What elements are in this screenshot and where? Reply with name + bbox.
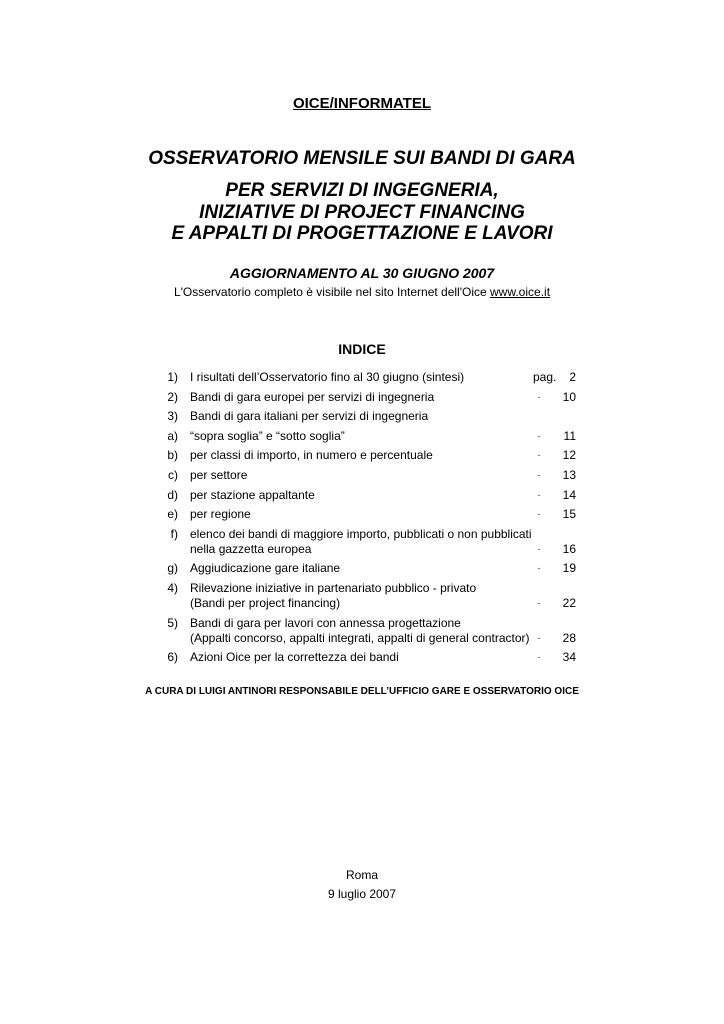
toc-item-number: 3) bbox=[167, 409, 178, 424]
page-dash: - bbox=[537, 563, 541, 574]
city: Roma bbox=[345, 868, 378, 882]
toc-item-page: 12 bbox=[562, 448, 576, 463]
page-dash: - bbox=[537, 509, 541, 520]
toc-item bbox=[150, 561, 590, 576]
title-line-3: INIZIATIVE DI PROJECT FINANCING bbox=[199, 202, 525, 223]
title-line-4: E APPALTI DI PROGETTAZIONE E LAVORI bbox=[171, 223, 553, 244]
toc-item-number: 1) bbox=[167, 370, 178, 384]
credit-line: A CURA DI LUIGI ANTINORI RESPONSABILE DELL’UFFICIO GARE E OSSERVATORIO OICE bbox=[145, 686, 579, 697]
toc-item-number: d) bbox=[167, 487, 178, 502]
website-note bbox=[0, 285, 724, 299]
page-dash: - bbox=[537, 598, 541, 608]
toc-item-number: a) bbox=[167, 428, 178, 443]
toc-item-page: 11 bbox=[563, 428, 576, 443]
toc-item-text: Rilevazione iniziative in partenariato pubblico - privato bbox=[190, 581, 477, 595]
toc-item bbox=[150, 650, 590, 665]
toc-item-text: per classi di importo, in numero e percentuale bbox=[190, 448, 433, 463]
page-dash: - bbox=[537, 450, 541, 461]
toc-item bbox=[150, 468, 590, 483]
toc-item-number: 6) bbox=[167, 650, 178, 665]
toc-item bbox=[150, 370, 590, 385]
toc-item bbox=[150, 429, 590, 444]
toc-item-page: 19 bbox=[562, 561, 576, 576]
toc-item-page: 28 bbox=[562, 630, 576, 645]
toc-item-page: 14 bbox=[562, 487, 576, 502]
update-date: AGGIORNAMENTO AL 30 GIUGNO 2007 bbox=[229, 265, 495, 281]
toc-item bbox=[150, 527, 590, 557]
toc-item-number: b) bbox=[167, 448, 178, 463]
toc-item-text: Aggiudicazione gare italiane bbox=[190, 561, 341, 576]
toc-item-text: per regione bbox=[190, 507, 251, 522]
toc-item-text: (Bandi per project financing) bbox=[190, 596, 341, 610]
toc-item-number: f) bbox=[170, 526, 178, 541]
toc-item-text: Azioni Oice per la correttezza dei bandi bbox=[190, 650, 399, 665]
toc-item-page: 10 bbox=[562, 389, 576, 404]
toc-item-page: 2 bbox=[569, 370, 576, 384]
title-line-2: PER SERVIZI DI INGEGNERIA, bbox=[225, 180, 499, 201]
page-dash: - bbox=[537, 543, 541, 554]
toc-item bbox=[150, 488, 590, 503]
toc-item bbox=[150, 390, 590, 405]
publication-date: 9 luglio 2007 bbox=[327, 887, 397, 901]
title-line-1: OSSERVATORIO MENSILE SUI BANDI DI GARA bbox=[148, 148, 576, 169]
page-dash: - bbox=[537, 430, 541, 441]
toc-item-text: elenco dei bandi di maggiore importo, pubblicati o non pubblicati bbox=[190, 526, 532, 541]
toc-item-text: “sopra soglia” e “sotto soglia” bbox=[190, 428, 345, 443]
toc-item-number: e) bbox=[167, 507, 178, 522]
toc-item-text: per stazione appaltante bbox=[190, 487, 315, 502]
website-link[interactable]: www.oice.it bbox=[490, 285, 551, 299]
index-title: INDICE bbox=[338, 341, 386, 357]
toc-item-text: Bandi di gara per lavori con annessa progettazione bbox=[190, 615, 461, 630]
toc-item-number: 2) bbox=[167, 389, 178, 404]
page-dash: - bbox=[537, 632, 541, 643]
toc-item-number: g) bbox=[167, 561, 178, 576]
page-dash: - bbox=[537, 391, 541, 402]
toc-item-page: 34 bbox=[562, 650, 576, 665]
toc-item-page: 16 bbox=[562, 541, 576, 556]
toc-item-text: Bandi di gara italiani per servizi di ingegneria bbox=[190, 409, 429, 424]
page-dash: - bbox=[537, 470, 541, 480]
page-dash: - bbox=[537, 489, 541, 500]
toc-item-number: c) bbox=[168, 468, 178, 482]
toc-item-text: Bandi di gara europei per servizi di ingegneria bbox=[190, 389, 435, 404]
toc-item-text: I risultati dell’Osservatorio fino al 30 giugno (sintesi) bbox=[190, 370, 465, 384]
toc-item bbox=[150, 507, 590, 522]
toc-item-page: 15 bbox=[562, 507, 576, 522]
page-label: pag. bbox=[533, 370, 557, 384]
toc-item bbox=[150, 616, 590, 646]
organization-heading: OICE/INFORMATEL bbox=[292, 95, 432, 112]
toc-item-number: 5) bbox=[167, 615, 178, 630]
toc-item-number: 4) bbox=[167, 581, 178, 595]
website-note-text: L'Osservatorio completo è visibile nel sito Internet dell'Oice bbox=[173, 285, 491, 299]
toc-item-page: 13 bbox=[562, 468, 576, 482]
toc-item-text: (Appalti concorso, appalti integrati, appalti di general contractor) bbox=[190, 630, 530, 645]
page-dash: - bbox=[537, 652, 541, 663]
toc-item bbox=[150, 409, 590, 424]
toc-item bbox=[150, 581, 590, 611]
toc-item-page: 22 bbox=[562, 596, 576, 610]
toc-item-text: per settore bbox=[190, 468, 248, 482]
toc-item bbox=[150, 448, 590, 463]
toc-item-text: nella gazzetta europea bbox=[190, 541, 312, 556]
